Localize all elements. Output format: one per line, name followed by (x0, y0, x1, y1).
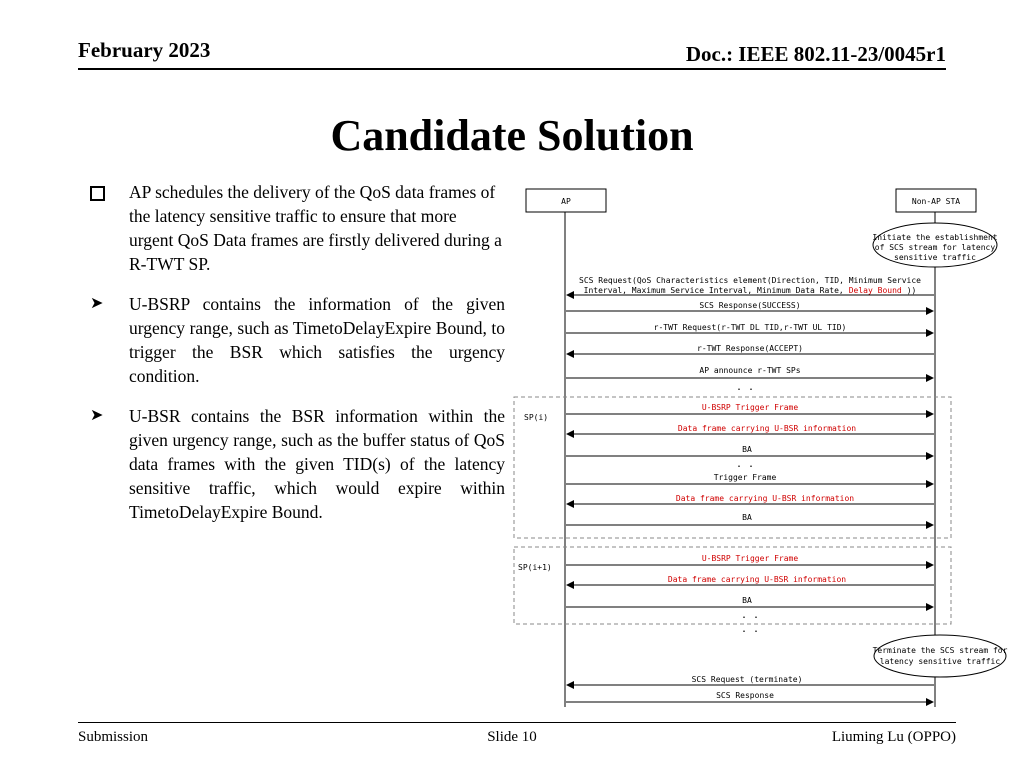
footer-divider (78, 722, 956, 723)
rtwt-request-label: r-TWT Request(r-TWT DL TID,r-TWT UL TID) (653, 323, 847, 332)
terminate-note-line2: latency sensitive traffic (879, 657, 1001, 666)
dots-1: . . (735, 382, 755, 393)
scs-request-label-2 (584, 286, 917, 295)
scs-request-label-2c: )) (906, 286, 917, 295)
data-frame-label-2: Data frame carrying U-BSR information (675, 494, 855, 503)
ap-announce-label: AP announce r-TWT SPs (699, 366, 801, 375)
ap-label: AP (561, 197, 571, 206)
dots-3: . . (740, 610, 760, 621)
arrow-bullet-icon: ➤ (90, 407, 104, 424)
ba-label-2: BA (742, 513, 752, 522)
scs-request-delay-bound: Delay Bound (848, 286, 902, 295)
scs-request-label-2a: Interval, Maximum Service Interval, Minimum Data Rate, (583, 286, 844, 295)
sp-i1-label: SP(i+1) (518, 563, 552, 572)
rtwt-response-label: r-TWT Response(ACCEPT) (697, 344, 803, 353)
ba-label-3: BA (742, 596, 752, 605)
trigger-frame-label: Trigger Frame (713, 473, 777, 482)
scs-response-label: SCS Response(SUCCESS) (699, 301, 801, 310)
data-frame-label-3: Data frame carrying U-BSR information (667, 575, 847, 584)
ubsrp-label-1: U-BSRP Trigger Frame (701, 403, 799, 412)
bullet-text-3: U-BSR contains the BSR information within the given urgency range, such as the buffer status of QoS data frames with the given TID(s) of the latency sensitive traffic, which would expire within TimetoDelayExpire Bound. (129, 406, 505, 522)
initiate-note-line1: Initiate the establishment (872, 233, 998, 242)
data-frame-label-1: Data frame carrying U-BSR information (677, 424, 857, 433)
scs-response-final-label: SCS Response (716, 691, 774, 700)
footer-submission: Submission (78, 729, 149, 745)
slide-title: Candidate Solution (330, 111, 694, 160)
arrow-bullet-icon: ➤ (90, 295, 104, 312)
dots-2: . . (735, 459, 755, 470)
ba-label-1: BA (742, 445, 752, 454)
initiate-note-line2: of SCS stream for latency (874, 243, 996, 252)
sta-label: Non-AP STA (911, 197, 961, 206)
footer-author: Liuming Lu (OPPO) (831, 729, 956, 745)
scs-request-term-label: SCS Request (terminate) (691, 675, 803, 684)
terminate-note (874, 635, 1006, 677)
dots-4: . . (740, 624, 760, 635)
scs-request-label-1: SCS Request(QoS Characteristics element(Direction, TID, Minimum Service (579, 276, 921, 285)
initiate-note-line3: sensitive traffic (894, 253, 976, 262)
header-doc-id: Doc.: IEEE 802.11-23/0045r1 (685, 42, 946, 66)
sp-i-box (514, 397, 951, 538)
terminate-note-line1: Terminate the SCS stream for (872, 646, 1008, 655)
bullet-text-1: AP schedules the delivery of the QoS data frames of the latency sensitive traffic to ensure that more urgent QoS Data frames are firstly delivered during a R-TWT SP. (129, 182, 502, 274)
bullet-text-2: U-BSRP contains the information of the given urgency range, such as TimetoDelayExpire Bound, to trigger the BSR which satisfies the urgency condition. (129, 294, 505, 386)
header-date: February 2023 (78, 38, 211, 62)
sp-i-label: SP(i) (524, 413, 549, 422)
footer-slide-number: Slide 10 (487, 729, 537, 745)
ubsrp-label-2: U-BSRP Trigger Frame (701, 554, 799, 563)
